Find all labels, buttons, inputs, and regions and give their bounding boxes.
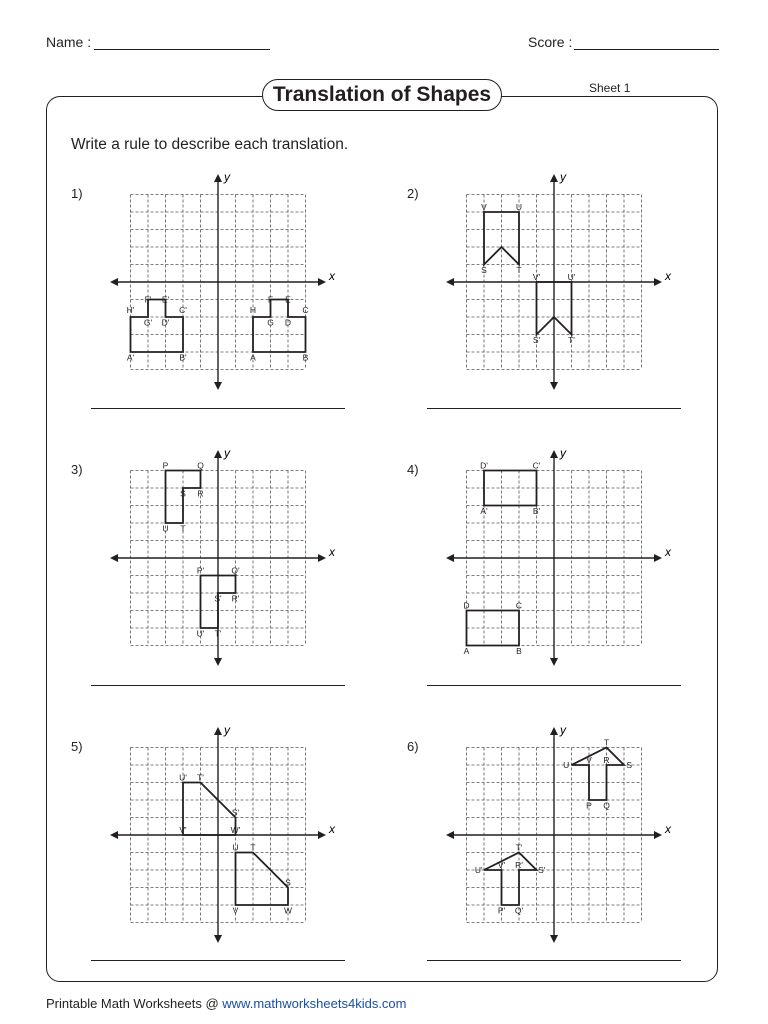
- vertex-label: G: [267, 317, 274, 328]
- vertex-label: T': [214, 628, 222, 639]
- vertex-label: V': [179, 824, 187, 835]
- y-axis-arrow-up: [550, 174, 558, 182]
- answer-line-2[interactable]: [427, 408, 681, 409]
- footer-text: Printable Math Worksheets @: [46, 996, 219, 1011]
- x-axis-label: x: [329, 822, 335, 836]
- y-axis-arrow-down: [214, 658, 222, 666]
- vertex-label: S: [481, 264, 487, 275]
- y-axis-arrow-up: [550, 450, 558, 458]
- vertex-label: W: [283, 905, 293, 916]
- x-axis-arrow-left: [446, 278, 454, 286]
- score-label: Score :: [528, 34, 573, 50]
- vertex-label: P': [196, 565, 205, 576]
- y-axis-arrow-up: [214, 174, 222, 182]
- vertex-label: D: [284, 317, 292, 328]
- problem-number-4: 4): [407, 462, 419, 477]
- y-axis-label: y: [560, 170, 566, 184]
- sheet-label: Sheet 1: [589, 81, 631, 95]
- vertex-label: V: [586, 754, 592, 765]
- vertex-label: U': [196, 628, 205, 639]
- x-axis-label: x: [665, 545, 671, 559]
- vertex-label: C: [515, 600, 523, 611]
- y-axis-arrow-up: [214, 450, 222, 458]
- answer-line-1[interactable]: [91, 408, 345, 409]
- y-axis-arrow-down: [550, 382, 558, 390]
- y-axis-arrow-down: [550, 935, 558, 943]
- name-label: Name :: [46, 34, 92, 50]
- vertex-label: S': [214, 593, 222, 604]
- y-axis-label: y: [224, 723, 230, 737]
- vertex-label: S': [231, 807, 240, 818]
- x-axis-arrow-right: [318, 831, 326, 839]
- vertex-label: Q': [231, 565, 240, 576]
- graph-problem-6: [426, 723, 686, 943]
- vertex-label: B: [302, 352, 309, 363]
- x-axis-label: x: [665, 822, 671, 836]
- vertex-label: V': [497, 859, 506, 870]
- x-axis-arrow-right: [654, 278, 662, 286]
- graph-problem-2: [426, 170, 686, 390]
- vertex-label: R: [197, 488, 204, 499]
- y-axis-arrow-down: [214, 382, 222, 390]
- y-axis-arrow-up: [550, 727, 558, 735]
- vertex-label: H': [126, 305, 135, 315]
- y-axis-label: y: [224, 170, 230, 184]
- y-axis-label: y: [224, 446, 230, 460]
- x-axis-arrow-left: [446, 831, 454, 839]
- shape-a: [572, 748, 625, 801]
- vertex-label: S: [180, 488, 186, 499]
- shape-a: [183, 783, 236, 836]
- vertex-label: R': [515, 859, 523, 870]
- vertex-label: U': [567, 271, 576, 282]
- vertex-label: A: [250, 352, 256, 363]
- x-axis-arrow-left: [446, 554, 454, 562]
- y-axis-label: y: [560, 446, 566, 460]
- name-field[interactable]: [94, 49, 270, 50]
- vertex-label: S: [626, 760, 633, 770]
- vertex-label: D: [463, 600, 470, 611]
- x-axis-arrow-right: [654, 554, 662, 562]
- x-axis-arrow-right: [318, 278, 326, 286]
- problem-number-2: 2): [407, 186, 419, 201]
- vertex-label: A: [463, 645, 470, 656]
- vertex-label: V': [532, 271, 541, 282]
- vertex-label: C: [302, 305, 309, 315]
- vertex-label: S': [532, 334, 541, 345]
- vertex-label: R: [603, 754, 610, 765]
- vertex-label: G': [143, 317, 153, 328]
- answer-line-4[interactable]: [427, 685, 681, 686]
- vertex-label: U': [179, 772, 187, 783]
- page-title: Translation of Shapes: [262, 79, 502, 111]
- vertex-label: U: [232, 842, 239, 853]
- vertex-label: U: [515, 201, 523, 212]
- vertex-label: V: [232, 905, 239, 916]
- vertex-label: D': [161, 317, 170, 328]
- vertex-label: T': [568, 334, 575, 345]
- vertex-label: S: [285, 877, 291, 888]
- instructions: Write a rule to describe each translation.: [71, 136, 349, 153]
- vertex-label: U': [474, 865, 483, 875]
- score-field[interactable]: [574, 49, 719, 50]
- y-axis-arrow-down: [214, 935, 222, 943]
- problem-number-3: 3): [71, 462, 83, 477]
- vertex-label: T: [250, 842, 256, 853]
- vertex-label: A': [126, 352, 135, 363]
- answer-line-6[interactable]: [427, 960, 681, 961]
- vertex-label: Q: [197, 460, 204, 471]
- vertex-label: B': [179, 352, 187, 363]
- vertex-label: H: [249, 305, 257, 315]
- vertex-label: D': [480, 460, 488, 471]
- shape-b: [236, 853, 289, 906]
- vertex-label: F': [144, 294, 152, 305]
- footer: [46, 996, 407, 1011]
- x-axis-arrow-left: [110, 278, 118, 286]
- vertex-label: T: [180, 523, 186, 534]
- problem-number-1: 1): [71, 186, 83, 201]
- x-axis-arrow-left: [110, 831, 118, 839]
- x-axis-label: x: [329, 269, 335, 283]
- x-axis-arrow-left: [110, 554, 118, 562]
- vertex-label: T: [516, 264, 522, 275]
- shape-b: [484, 853, 537, 906]
- problem-number-5: 5): [71, 739, 83, 754]
- vertex-label: R': [231, 593, 240, 604]
- vertex-label: Q': [514, 905, 524, 916]
- x-axis-arrow-right: [654, 831, 662, 839]
- x-axis-label: x: [665, 269, 671, 283]
- x-axis-label: x: [329, 545, 335, 559]
- graph-problem-1: [90, 170, 350, 390]
- vertex-label: P: [586, 800, 592, 811]
- graph-problem-3: [90, 446, 350, 666]
- vertex-label: U: [563, 760, 570, 770]
- vertex-label: P: [162, 460, 169, 471]
- vertex-label: T': [515, 842, 523, 853]
- y-axis-arrow-up: [214, 727, 222, 735]
- shape-a: [131, 300, 184, 353]
- vertex-label: E: [285, 294, 291, 305]
- graph-problem-5: [90, 723, 350, 943]
- vertex-label: S': [538, 865, 546, 875]
- graph-problem-4: [426, 446, 686, 666]
- vertex-label: W': [230, 824, 241, 835]
- vertex-label: B': [532, 505, 541, 516]
- answer-line-3[interactable]: [91, 685, 345, 686]
- x-axis-arrow-right: [318, 554, 326, 562]
- vertex-label: C': [179, 305, 187, 315]
- y-axis-label: y: [560, 723, 566, 737]
- answer-line-5[interactable]: [91, 960, 345, 961]
- vertex-label: V: [481, 201, 487, 212]
- vertex-label: P': [497, 905, 506, 916]
- vertex-label: B: [516, 645, 522, 656]
- vertex-label: C': [532, 460, 541, 471]
- vertex-label: F: [267, 294, 274, 305]
- vertex-label: T': [197, 772, 204, 783]
- vertex-label: E': [161, 294, 170, 305]
- footer-link[interactable]: www.mathworksheets4kids.com: [222, 996, 407, 1011]
- vertex-label: T: [603, 737, 610, 748]
- shape-b: [253, 300, 309, 353]
- y-axis-arrow-down: [550, 658, 558, 666]
- vertex-label: Q: [603, 800, 610, 811]
- problem-number-6: 6): [407, 739, 419, 754]
- vertex-label: U: [162, 523, 169, 534]
- vertex-label: A': [480, 505, 488, 516]
